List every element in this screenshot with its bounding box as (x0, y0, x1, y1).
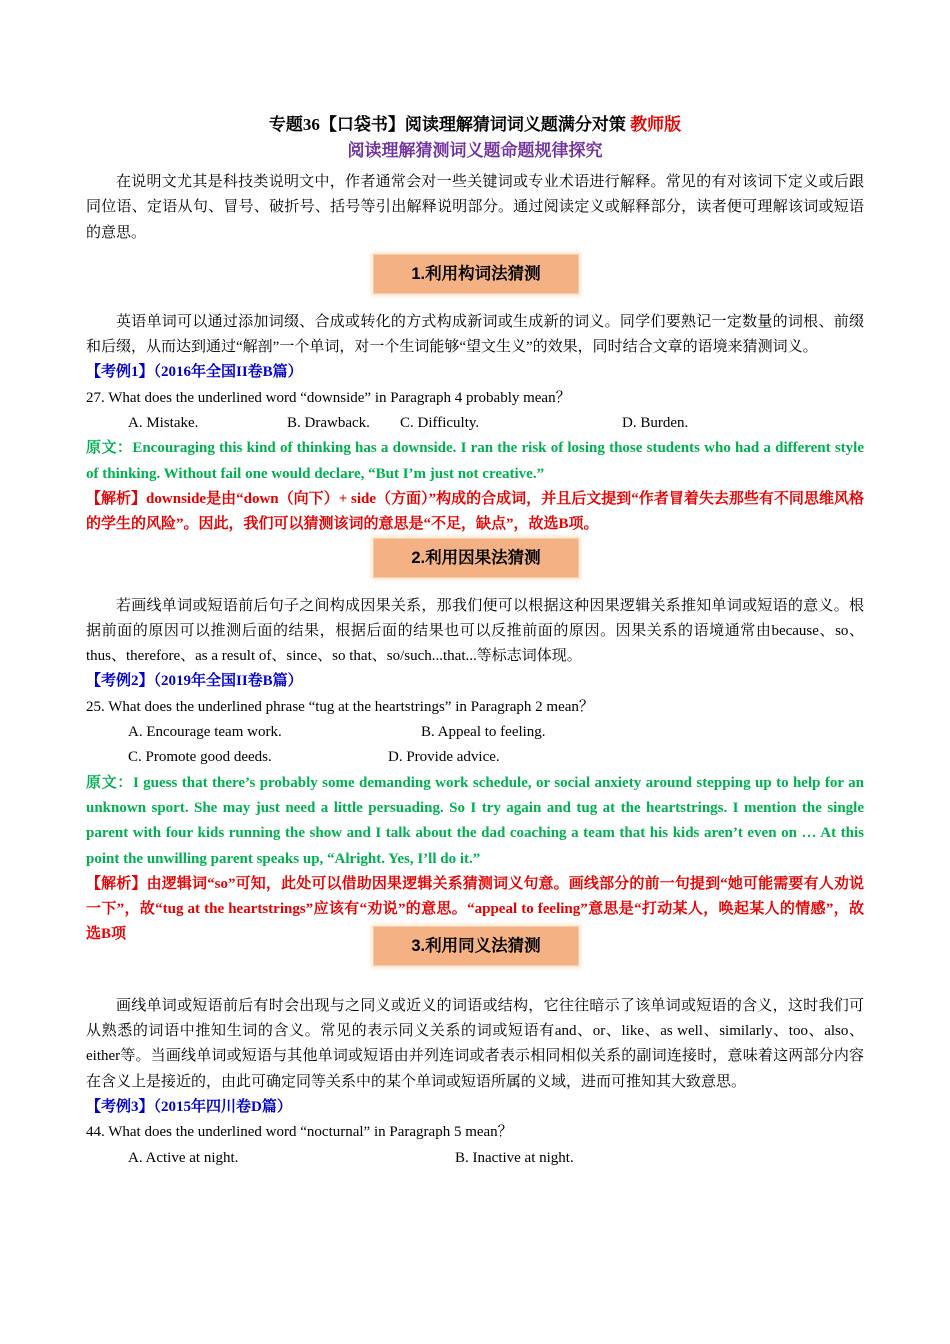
section-heading: 1.利用构词法猜测 (373, 254, 579, 294)
question: 27. What does the underlined word “downside” in Paragraph 4 probably mean？ (86, 389, 571, 406)
options-row (86, 411, 864, 436)
title-tag: 教师版 (630, 115, 682, 134)
question: 25. What does the underlined phrase “tug at the heartstrings” in Paragraph 2 mean？ (86, 698, 594, 715)
intro-paragraph: 在说明文尤其是科技类说明文中，作者通常会对一些关键词或专业术语进行解释。常见的有对该词下定义或后跟同位语、定语从句、冒号、破折号、括号等引出解释说明部分。通过阅读定义或解释部分，读者便可理解该词或短语的意思。 (86, 174, 864, 241)
section-3 (86, 936, 864, 978)
option-d: D. Provide advice. (388, 749, 500, 766)
page-title (86, 112, 864, 138)
page-subtitle: 阅读理解猜测词义题命题规律探究 (347, 141, 603, 160)
section-1 (86, 246, 864, 298)
option-d: D. Burden. (622, 415, 689, 432)
original-text: 原文：Encouraging this kind of thinking has a downside. I ran the risk of losing those students who had a different style of thinking. Without fail one would declare, “But I’m just not creative.” (86, 440, 864, 482)
section-description: 若画线单词或短语前后句子之间构成因果关系，那我们便可以根据这种因果逻辑关系推知单词或短语的意义。根据前面的原因可以推测后面的结果，根据后面的结果也可以反推前面的原因。因果关系的语境通常由because、so、thus、therefore、as a result of、since、so that、so/such...that...等标志词体现。 (86, 597, 864, 665)
option-a: A. Mistake. (128, 415, 199, 432)
option-c: C. Difficulty. (400, 415, 480, 432)
analysis-text: 【解析】由逻辑词“so”可知，此处可以借助因果逻辑关系猜测词义句意。画线部分的前一句提到“她可能需要有人劝说一下”，故“tug at the heartstrings”应该有“劝说”的意思。“appeal to feeling”意思是“打动某人，唤起某人的情感”，故选B项 (86, 875, 864, 943)
option-a: A. Active at night. (128, 1149, 239, 1166)
title-main: 专题36【口袋书】阅读理解猜词词义题满分对策 (268, 115, 631, 134)
option-b: B. Appeal to feeling. (421, 724, 546, 741)
section-description: 画线单词或短语前后有时会出现与之同义或近义的词语或结构，它往往暗示了该单词或短语的含义，这时我们可从熟悉的词语中推知生词的含义。常见的表示同义关系的词或短语有and、or、like、as well、similarly、too、also、either等。当画线单词或短语与其他单词或短语由并列连词或者表示相同相似关系的副词连接时，意味着这两部分内容在含义上是接近的，由此可确定同等关系中的某个单词或短语所属的义域，进而可推知其大致意思。 (86, 997, 864, 1090)
section-heading: 3.利用同义法猜测 (373, 926, 579, 966)
analysis-text: 【解析】downside是由“down（向下）+ side（方面）”构成的合成词，并且后文提到“作者冒着失去那些有不同思维风格的学生的风险”。因此，我们可以猜测该词的意思是“不足，缺点”，故选B项。 (86, 490, 864, 533)
question: 44. What does the underlined word “nocturnal” in Paragraph 5 mean？ (86, 1124, 513, 1141)
section-heading: 2.利用因果法猜测 (373, 538, 579, 578)
section-2 (86, 538, 864, 582)
option-b: B. Drawback. (287, 415, 370, 432)
section-description: 英语单词可以通过添加词缀、合成或转化的方式构成新词或生成新的词义。同学们要熟记一定数量的词根、前缀和后缀，从而达到通过“解剖”一个单词，对一个生词能够“望文生义”的效果，同时结合文章的语境来猜测词义。 (86, 313, 864, 356)
document-body (86, 112, 864, 1171)
original-text: 原文：I guess that there’s probably some demanding work schedule, or social anxiety around stepping up to help for an unknown sport. She may just need a little persuading. So I try again and tug at the heartstrings. I mention the single parent with four kids running the show and I talk about the dad coaching a team that his kids aren’t even on … At this point the unwilling parent speaks up, “Alright. Yes, I’ll do it.” (86, 774, 864, 867)
options-row (86, 1146, 864, 1171)
option-b: B. Inactive at night. (455, 1149, 574, 1166)
example-label: 【考例1】（2016年全国II卷B篇） (86, 364, 303, 381)
example-label: 【考例3】（2015年四川卷D篇） (86, 1098, 292, 1115)
options-row (86, 745, 864, 770)
option-a: A. Encourage team work. (128, 724, 282, 741)
example-label: 【考例2】（2019年全国II卷B篇） (86, 673, 303, 690)
options-row (86, 720, 864, 745)
option-c: C. Promote good deeds. (128, 749, 272, 766)
